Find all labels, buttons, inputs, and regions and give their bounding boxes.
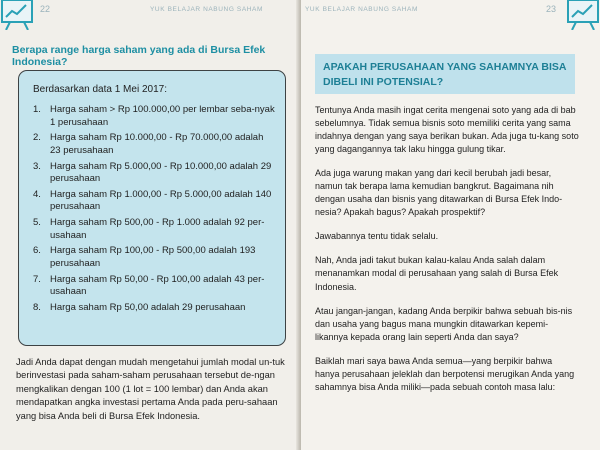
item-text: Harga saham Rp 50,00 adalah 29 perusahaan bbox=[50, 301, 246, 313]
item-number: 4. bbox=[33, 188, 41, 200]
item-text: Harga saham Rp 5.000,00 - Rp 10.000,00 adalah 29 perusahaan bbox=[50, 160, 272, 185]
list-item bbox=[33, 302, 275, 315]
body-paragraph: Jawabannya tentu tidak selalu. bbox=[315, 231, 439, 242]
right-page bbox=[301, 0, 600, 450]
item-text: Harga saham Rp 50,00 - Rp 100,00 adalah 43 per-usahaan bbox=[50, 273, 265, 298]
body-text bbox=[315, 104, 579, 405]
running-head: YUK BELAJAR NABUNG SAHAM bbox=[305, 6, 419, 13]
item-number: 7. bbox=[33, 273, 41, 285]
list-item bbox=[33, 132, 275, 157]
body-paragraph: Ada juga warung makan yang dari kecil berubah jadi besar, namun tak berapa lama kemudian bangkrut. Bagaimana nih dengan usaha dan bisnis yang ditawarkan di Bursa Efek Indo-nesia? Apakah bagus? Apakah prospektif? bbox=[315, 168, 563, 218]
item-number: 1. bbox=[33, 104, 41, 115]
item-number: 6. bbox=[33, 245, 41, 257]
item-number: 3. bbox=[33, 160, 41, 172]
item-number: 8. bbox=[33, 301, 41, 313]
item-number: 2. bbox=[33, 132, 41, 144]
price-range-box bbox=[18, 70, 286, 346]
list-item bbox=[33, 161, 275, 186]
page-number: 22 bbox=[40, 4, 51, 14]
body-paragraph: Baiklah mari saya bawa Anda semua—yang berpikir bahwa hanya perusahaan jeleklah dan berpotensi merugikan Anda yang sahamnya bisa Anda miliki—pada sebuah contoh masa lalu: bbox=[315, 355, 575, 392]
body-paragraph: Atau jangan-jangan, kadang Anda berpikir bahwa sebuah bis-nis dan usaha yang bagus mana mungkin ditawarkan kepemi-likannya kepada orang lain seperti Anda dan saya? bbox=[315, 305, 573, 342]
section-heading-box bbox=[315, 54, 575, 94]
chart-easel-icon bbox=[566, 0, 600, 30]
item-number: 5. bbox=[33, 217, 41, 228]
page-number: 23 bbox=[545, 4, 556, 14]
section-heading: APAKAH PERUSAHAAN YANG SAHAMNYA BISA DIBELI INI POTENSIAL? bbox=[323, 61, 567, 89]
list-item bbox=[33, 189, 275, 214]
list-item bbox=[33, 274, 275, 299]
item-text: Harga saham Rp 10.000,00 - Rp 70.000,00 adalah 23 perusahaan bbox=[50, 132, 264, 156]
body-paragraph: Nah, Anda jadi takut bukan kalau-kalau Anda salah dalam menanamkan modal di perusahaan yang salah di Bursa Efek Indonesia. bbox=[315, 255, 559, 292]
chart-easel-icon bbox=[0, 0, 34, 30]
body-paragraph: Jadi Anda dapat dengan mudah mengetahui jumlah modal un-tuk berinvestasi pada saham-saham perusahaan tersebut de-ngan mengkalikan dengan 100 (1 lot = 100 lembar) dan Anda akan mendapatkan angka investasi pertama Anda pada peru-sahaan yang bisa Anda beli di Bursa Efek Indonesia. bbox=[16, 357, 285, 421]
list-item bbox=[33, 217, 275, 242]
body-paragraph: Tentunya Anda masih ingat cerita mengenai soto yang ada di bab sebelumnya. Tidak semua bisnis soto memiliki cerita yang sama indahnya dengan yang saya berikan bukan. Ada juga tu-kang soto yang dagangannya tak laku hingga gulung tikar. bbox=[315, 105, 579, 155]
section-heading: Berapa range harga saham yang ada di Bursa Efek Indonesia? bbox=[12, 44, 266, 68]
running-head: YUK BELAJAR NABUNG SAHAM bbox=[150, 6, 264, 13]
item-text: Harga saham Rp 1.000,00 - Rp 5.000,00 adalah 140 perusahaan bbox=[50, 188, 272, 213]
price-range-list bbox=[33, 104, 275, 314]
item-text: Harga saham > Rp 100.000,00 per lembar seba-nyak 1 perusahaan bbox=[50, 104, 275, 128]
list-item bbox=[33, 245, 275, 270]
list-item bbox=[33, 104, 275, 129]
item-text: Harga saham Rp 500,00 - Rp 1.000 adalah 92 per-usahaan bbox=[50, 217, 265, 241]
box-title: Berdasarkan data 1 Mei 2017: bbox=[33, 84, 167, 95]
item-text: Harga saham Rp 100,00 - Rp 500,00 adalah 193 perusahaan bbox=[50, 245, 256, 269]
